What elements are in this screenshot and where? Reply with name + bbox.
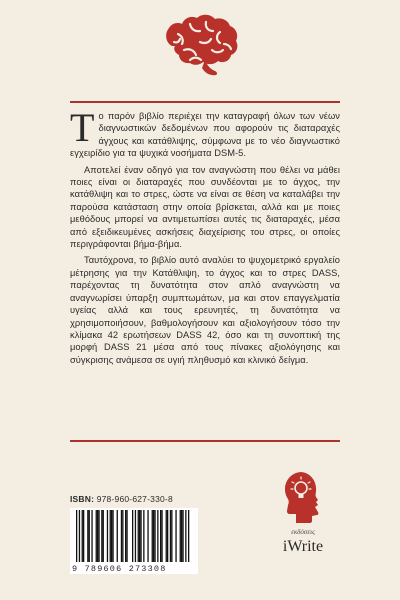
barcode-bar — [154, 510, 155, 562]
barcode-bar — [101, 510, 102, 562]
paragraph-2: Αποτελεί έναν οδηγό για τον αναγνώστη που θέλει να μάθει ποιες είναι οι διαταραχές που συνδέονται με το άγχος, την κατάθλιψη και το στρες, ώστε να είναι σε θέση να καταλάβει την παρούσα κατάσταση στην οποία βρίσκεται, αλλά και με ποιες μεθόδους μπορεί να αντιμετωπίσει αυτές τις διαταραχές, μέσα από εξειδικευμένες ασκήσεις διαχείρισης του στρες, οι οποίες περιγράφονται βήμα-βήμα. — [70, 164, 340, 250]
barcode-bar — [147, 510, 148, 562]
description-text — [70, 105, 340, 370]
barcode-bar — [122, 510, 123, 562]
barcode-bar — [139, 510, 140, 562]
barcode-bars — [70, 508, 198, 564]
barcode-bar — [89, 510, 90, 562]
drop-cap: Τ — [70, 105, 95, 150]
barcode-bar — [117, 510, 118, 562]
barcode-bar — [157, 510, 158, 562]
barcode-bar — [188, 510, 189, 562]
barcode-bar — [96, 510, 97, 562]
paragraph-1 — [70, 105, 340, 160]
top-divider — [70, 101, 340, 103]
barcode-bar — [161, 510, 162, 562]
barcode-bar — [185, 510, 186, 562]
barcode-bar — [110, 510, 111, 562]
head-lightbulb-icon — [282, 470, 322, 526]
paragraph-1-text: ο παρόν βιβλίο περιέχει την καταγραφή όλων των νέων διαγνωστικών δεδομένων που αφορούν τις διαταραχές άγχους και κατάθλιψης, σύμφωνα με το νέο διαγνωστικό εγχειρίδιο για τα ψυχικά νοσήματα DSM-5. — [70, 111, 340, 159]
barcode-bar — [152, 510, 153, 562]
barcode-bar — [83, 510, 84, 562]
barcode-bar — [87, 510, 88, 562]
barcode-bar — [140, 510, 141, 562]
barcode-bar — [111, 510, 112, 562]
paragraph-3: Ταυτόχρονα, το βιβλίο αυτό αναλύει το ψυχομετρικό εργαλείο μέτρησης για την Κατάθλιψη, το άγχος και το στρες DASS, παρέχοντας τη δυνατότητα στον απλό αναγνώστη να αναγνωρίσει ύπαρξη συμπτωμάτων, μα και στον επαγγελματία υγείας αλλά και τους ερευνητές, τη δυνατότητα να χρησιμοποιήσουν, βαθμολογήσουν και αξιολογήσουν τόσο την κλίμακα 42 ερωτήσεων DASS 42, όσο και τη συνοπτική της μορφή DASS 21 μέσα από τους πίνακες αξιολόγησης και σύγκρισης ανάμεσα σε υγιή πληθυσμό και κλινικό δείγμα. — [70, 255, 340, 365]
barcode — [70, 508, 198, 564]
isbn-label: ISBN: — [70, 494, 95, 504]
barcode-bar — [170, 510, 171, 562]
barcode-bar — [97, 510, 98, 562]
barcode-bar — [160, 510, 161, 562]
barcode-bar — [91, 510, 92, 562]
isbn-value: 978-960-627-330-8 — [96, 494, 173, 504]
barcode-bar — [98, 510, 99, 562]
barcode-bar — [181, 510, 182, 562]
barcode-bar — [180, 510, 181, 562]
isbn — [70, 494, 173, 504]
barcode-bar — [125, 510, 126, 562]
barcode-bar — [143, 510, 144, 562]
barcode-digits: 9 789606 273308 — [70, 564, 198, 574]
barcode-bar — [138, 510, 139, 562]
barcode-bar — [82, 510, 83, 562]
barcode-bar — [103, 510, 104, 562]
publisher-subtitle: εκδόσεις — [291, 528, 315, 536]
publisher-name: iWrite — [282, 538, 324, 555]
barcode-bar — [132, 510, 133, 562]
brain-icon — [160, 12, 240, 84]
barcode-bar — [182, 510, 183, 562]
barcode-bar — [121, 510, 122, 562]
barcode-bar — [153, 510, 154, 562]
barcode-bar — [107, 510, 108, 562]
barcode-bar — [167, 510, 168, 562]
barcode-bar — [112, 510, 113, 562]
barcode-bar — [126, 510, 127, 562]
barcode-bar — [135, 510, 136, 562]
barcode-bar — [171, 510, 172, 562]
bottom-divider — [70, 440, 340, 442]
barcode-bar — [166, 510, 167, 562]
barcode-bar — [76, 510, 77, 562]
barcode-bar — [175, 510, 176, 562]
barcode-bar — [79, 510, 80, 562]
